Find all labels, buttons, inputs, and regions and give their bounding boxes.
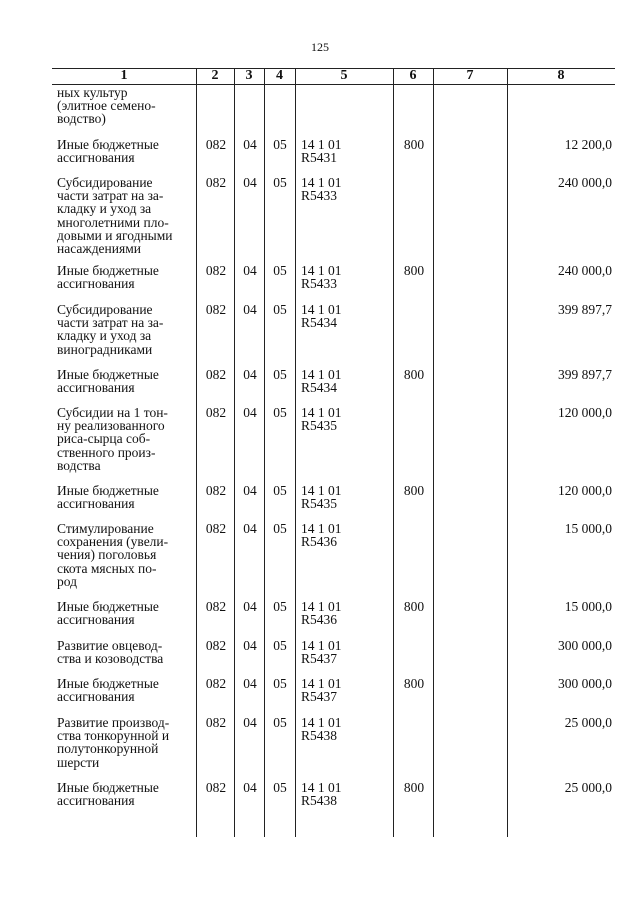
row-col2-cell: 082 — [205, 263, 227, 278]
header-bottom-border — [52, 84, 615, 85]
row-col4-cell: 05 — [273, 175, 287, 190]
row-col4-cell: 05 — [273, 137, 287, 152]
row-code-cell: 14 1 01 R5437 — [301, 638, 342, 667]
row-col6-cell: 800 — [403, 676, 425, 691]
row-col4-cell: 05 — [273, 638, 287, 653]
row-col3-cell: 04 — [243, 715, 257, 730]
row-code-cell: 14 1 01 R5438 — [301, 780, 342, 809]
row-name-cell: ных культур (элитное семено- водство) — [57, 85, 156, 127]
row-col4-cell: 05 — [273, 780, 287, 795]
row-col4-cell: 05 — [273, 263, 287, 278]
row-name-cell: Иные бюджетные ассигнования — [57, 483, 159, 512]
row-col6-cell: 800 — [403, 483, 425, 498]
row-code-cell: 14 1 01 R5434 — [301, 367, 342, 396]
row-col4-cell: 05 — [273, 483, 287, 498]
row-col6-cell: 800 — [403, 367, 425, 382]
row-code-cell: 14 1 01 R5433 — [301, 175, 342, 204]
row-name-cell: Развитие овцевод- ства и козоводства — [57, 638, 164, 667]
row-amount-cell: 12 200,0 — [564, 137, 612, 152]
row-col4-cell: 05 — [273, 715, 287, 730]
row-col3-cell: 04 — [243, 137, 257, 152]
row-col6-cell: 800 — [403, 137, 425, 152]
row-col2-cell: 082 — [205, 715, 227, 730]
row-amount-cell: 15 000,0 — [564, 599, 612, 614]
header-col-4: 4 — [276, 68, 283, 83]
row-code-cell: 14 1 01 R5437 — [301, 676, 342, 705]
row-col3-cell: 04 — [243, 780, 257, 795]
row-amount-cell: 399 897,7 — [558, 302, 612, 317]
row-name-cell: Иные бюджетные ассигнования — [57, 780, 159, 809]
row-amount-cell: 15 000,0 — [564, 521, 612, 536]
row-col3-cell: 04 — [243, 521, 257, 536]
header-col-8: 8 — [557, 68, 565, 83]
table-header — [52, 68, 615, 84]
row-amount-cell: 399 897,7 — [558, 367, 612, 382]
row-name-cell: Субсидирование части затрат на за- кладку и уход за многолетними пло- довыми и ягодными насаждениями — [57, 175, 173, 257]
row-col2-cell: 082 — [205, 405, 227, 420]
row-col3-cell: 04 — [243, 638, 257, 653]
row-col4-cell: 05 — [273, 405, 287, 420]
row-amount-cell: 25 000,0 — [564, 780, 612, 795]
row-name-cell: Стимулирование сохранения (увели- чения) поголовья скота мясных по- род — [57, 521, 169, 589]
row-name-cell: Иные бюджетные ассигнования — [57, 367, 159, 396]
header-col-1: 1 — [120, 68, 128, 83]
row-col3-cell: 04 — [243, 263, 257, 278]
row-code-cell: 14 1 01 R5431 — [301, 137, 342, 166]
row-col2-cell: 082 — [205, 367, 227, 382]
row-name-cell: Иные бюджетные ассигнования — [57, 137, 159, 166]
row-code-cell: 14 1 01 R5436 — [301, 521, 342, 550]
row-col6-cell: 800 — [403, 599, 425, 614]
page-number: 125 — [311, 40, 329, 54]
row-col4-cell: 05 — [273, 367, 287, 382]
row-col3-cell: 04 — [243, 175, 257, 190]
header-col-5: 5 — [340, 68, 348, 83]
row-amount-cell: 240 000,0 — [558, 263, 612, 278]
header-col-6: 6 — [409, 68, 417, 83]
row-col3-cell: 04 — [243, 676, 257, 691]
row-name-cell: Иные бюджетные ассигнования — [57, 676, 159, 705]
row-name-cell: Иные бюджетные ассигнования — [57, 263, 159, 292]
row-code-cell: 14 1 01 R5438 — [301, 715, 342, 744]
row-col4-cell: 05 — [273, 599, 287, 614]
row-amount-cell: 120 000,0 — [558, 405, 612, 420]
row-col3-cell: 04 — [243, 405, 257, 420]
row-name-cell: Иные бюджетные ассигнования — [57, 599, 159, 628]
row-amount-cell: 300 000,0 — [558, 638, 612, 653]
row-col2-cell: 082 — [205, 137, 227, 152]
row-amount-cell: 120 000,0 — [558, 483, 612, 498]
row-col4-cell: 05 — [273, 676, 287, 691]
row-col6-cell: 800 — [403, 263, 425, 278]
column-divider — [433, 68, 434, 837]
row-amount-cell: 300 000,0 — [558, 676, 612, 691]
row-col2-cell: 082 — [205, 638, 227, 653]
row-col2-cell: 082 — [205, 483, 227, 498]
row-col2-cell: 082 — [205, 521, 227, 536]
row-col3-cell: 04 — [243, 302, 257, 317]
row-col4-cell: 05 — [273, 302, 287, 317]
row-amount-cell: 25 000,0 — [564, 715, 612, 730]
row-code-cell: 14 1 01 R5433 — [301, 263, 342, 292]
row-col2-cell: 082 — [205, 780, 227, 795]
row-amount-cell: 240 000,0 — [558, 175, 612, 190]
row-name-cell: Развитие производ- ства тонкорунной и полутонкорунной шерсти — [57, 715, 170, 770]
row-col3-cell: 04 — [243, 599, 257, 614]
row-col3-cell: 04 — [243, 367, 257, 382]
row-col2-cell: 082 — [205, 302, 227, 317]
row-col6-cell: 800 — [403, 780, 425, 795]
row-name-cell: Субсидирование части затрат на за- кладку и уход за виноградниками — [57, 302, 164, 357]
row-col3-cell: 04 — [243, 483, 257, 498]
row-code-cell: 14 1 01 R5436 — [301, 599, 342, 628]
row-col2-cell: 082 — [205, 599, 227, 614]
row-col2-cell: 082 — [205, 676, 227, 691]
row-code-cell: 14 1 01 R5435 — [301, 405, 342, 434]
header-col-2: 2 — [211, 68, 219, 83]
row-col4-cell: 05 — [273, 521, 287, 536]
column-divider — [295, 68, 296, 837]
header-col-3: 3 — [245, 68, 253, 83]
row-code-cell: 14 1 01 R5434 — [301, 302, 342, 331]
header-col-7: 7 — [466, 68, 474, 83]
row-code-cell: 14 1 01 R5435 — [301, 483, 342, 512]
row-name-cell: Субсидии на 1 тон- ну реализованного риса-сырца соб- ственного произ- водства — [57, 405, 168, 473]
row-col2-cell: 082 — [205, 175, 227, 190]
column-divider — [393, 68, 394, 837]
